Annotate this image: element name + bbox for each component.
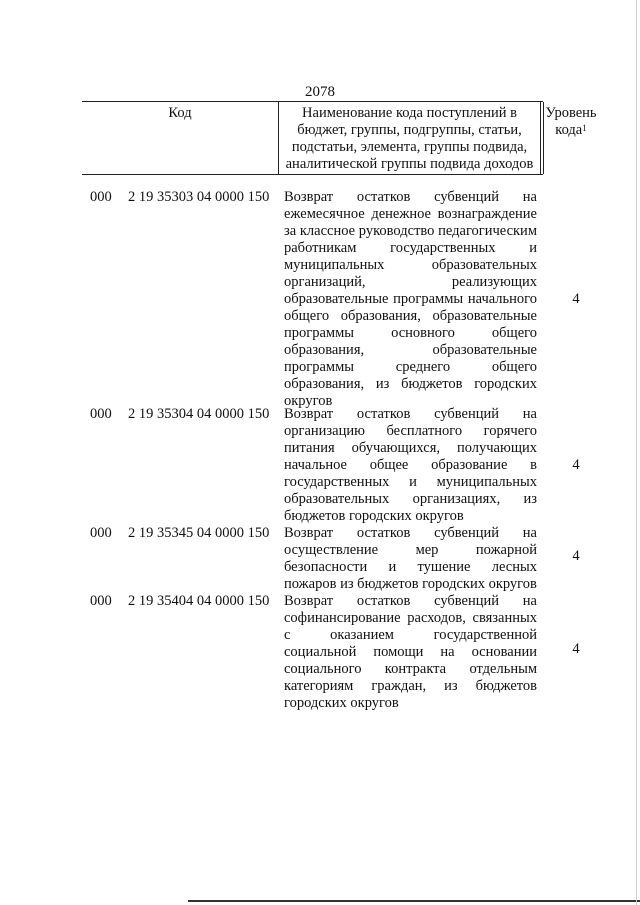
header-name-line: подстатьи, элемента, группы подвида,: [291, 139, 528, 155]
code-level: 4: [572, 457, 580, 473]
header-level: [541, 105, 601, 139]
header-name-line: Наименование кода поступлений в: [302, 105, 517, 121]
scan-edge: [188, 900, 640, 902]
header-name: [279, 105, 540, 173]
revenue-code: 2 19 35404 04 0000 150: [128, 593, 270, 609]
description-line: Возврат остатков субвенций на: [284, 406, 537, 422]
description-line: софинансирование расходов, связанных: [284, 610, 537, 626]
header-level-line: Уровень: [545, 105, 597, 121]
description-line: Возврат остатков субвенций на: [284, 189, 537, 205]
description-line: работникам государственных и: [284, 240, 537, 256]
description-line: с оказанием государственной: [284, 627, 537, 643]
description-line: образования, из бюджетов городских: [284, 376, 537, 392]
description-line: муниципальных образовательных: [284, 257, 537, 273]
description-line: образования, образовательные: [284, 342, 537, 358]
description-line: социального контракта отдельным: [284, 661, 537, 677]
footnote-marker: 1: [582, 123, 587, 133]
description-line: общего образования, образовательные: [284, 308, 537, 324]
description-line: образовательных организациях, из: [284, 491, 537, 507]
description-line: Возврат остатков субвенций на: [284, 593, 537, 609]
description-line: бюджетов городских округов: [284, 508, 464, 524]
description-line: осуществление мер пожарной: [284, 542, 537, 558]
description-line: организаций, реализующих: [284, 274, 537, 290]
header-name-line: аналитической группы подвида доходов: [285, 156, 534, 172]
description-line: за классное руководство педагогическим: [284, 223, 537, 239]
description-line: социальной помощи на основании: [284, 644, 537, 660]
description-line: округов: [284, 393, 333, 409]
description-line: пожаров из бюджетов городских округов: [284, 576, 537, 592]
description-line: образовательные программы начального: [284, 291, 537, 307]
header-name-line: бюджет, группы, подгруппы, статьи,: [297, 122, 522, 138]
description-line: категориям граждан, из бюджетов: [284, 678, 537, 694]
header-code: Код: [168, 105, 192, 121]
description-line: организацию бесплатного горячего: [284, 423, 537, 439]
revenue-description: [284, 406, 537, 525]
revenue-code: 2 19 35304 04 0000 150: [128, 406, 270, 422]
header-level-line: [541, 122, 601, 139]
header-level-word: кода: [555, 122, 583, 138]
revenue-description: [284, 189, 537, 410]
revenue-code: 2 19 35303 04 0000 150: [128, 189, 270, 205]
description-line: Возврат остатков субвенций на: [284, 525, 537, 541]
description-line: государственных и муниципальных: [284, 474, 537, 490]
code-prefix: 000: [90, 525, 112, 541]
code-level: 4: [572, 641, 580, 657]
description-line: городских округов: [284, 695, 399, 711]
code-level: 4: [572, 291, 580, 307]
code-prefix: 000: [90, 593, 112, 609]
code-level: 4: [572, 548, 580, 564]
description-line: программы основного общего: [284, 325, 537, 341]
scan-edge: [636, 0, 637, 905]
description-line: питания обучающихся, получающих: [284, 440, 537, 456]
revenue-description: [284, 593, 537, 712]
description-line: начальное общее образование в: [284, 457, 537, 473]
revenue-code: 2 19 35345 04 0000 150: [128, 525, 270, 541]
revenue-description: [284, 525, 537, 593]
code-prefix: 000: [90, 189, 112, 205]
page-number: 2078: [305, 84, 335, 100]
description-line: ежемесячное денежное вознаграждение: [284, 206, 537, 222]
table-header: [82, 101, 597, 175]
description-line: безопасности и тушение лесных: [284, 559, 537, 575]
code-prefix: 000: [90, 406, 112, 422]
description-line: программы среднего общего: [284, 359, 537, 375]
